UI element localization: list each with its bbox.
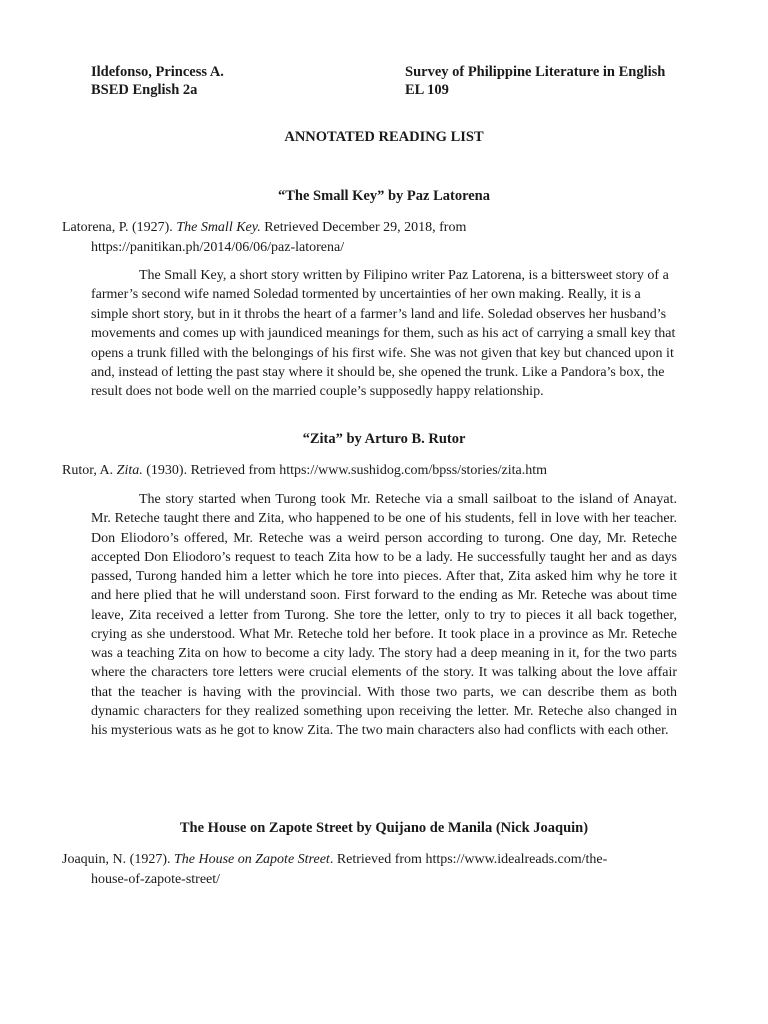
entry-citation	[62, 218, 702, 257]
author-name: Ildefonso, Princess A.	[91, 64, 224, 80]
citation-work-title: Zita.	[116, 463, 143, 478]
citation-suffix: Retrieved December 29, 2018, from	[260, 220, 467, 235]
document-title: ANNOTATED READING LIST	[284, 129, 484, 145]
citation-continued: house-of-zapote-street/	[91, 871, 221, 887]
course-code: EL 109	[405, 82, 449, 98]
citation-work-title: The House on Zapote Street	[174, 852, 330, 867]
citation-suffix: . Retrieved from https://www.idealreads.com/the-	[329, 852, 608, 867]
citation-prefix: Rutor, A.	[62, 463, 117, 478]
citation-work-title: The Small Key.	[176, 220, 261, 235]
entry-heading: The House on Zapote Street by Quijano de Manila (Nick Joaquin)	[179, 820, 589, 836]
citation-prefix: Latorena, P. (1927).	[62, 220, 177, 235]
entry-citation	[62, 461, 702, 481]
entry-heading: “The Small Key” by Paz Latorena	[278, 188, 490, 204]
entry-annotation: The Small Key, a short story written by Filipino writer Paz Latorena, is a bittersweet story of a farmer’s second wife named Soledad tormented by uncertainties of her own making. Really, it is a simple short story, but in it throbs the heart of a farmer’s land and life. Soledad observes her husband’s movements and comes up with jaundiced meanings for them, such as his act of carrying a small key that opens a trunk filled with the belongings of his first wife. She was not given that key but chanced upon it and, instead of letting the past stay where it should be, she opened the trunk. Like a Pandora’s box, the result does not bode well on the married couple’s supposedly happy relationship.	[91, 268, 676, 400]
course-section: BSED English 2a	[91, 82, 198, 98]
entry-citation	[62, 850, 702, 889]
entry-annotation: The story started when Turong took Mr. Reteche via a small sailboat to the island of Anayat. Mr. Reteche taught there and Zita, who happened to be one of his students, fell in love with her teacher. Don Eliodoro’s offered, Mr. Reteche was a weird person according to turong. One day, Mr. Reteche accepted Don Eliodoro’s request to teach Zita how to be a lady. He successfully taught her and as days passed, Turong handed him a letter which he tore into pieces. After that, Zita asked him why he tore it and here plied that he will understand soon. First forward to the ending as Mr. Reteche was about time leave, Zita received a letter from Turong. She tore the letter, only to try to pieces it all back together, crying as she understood. What Mr. Reteche told her before. It took place in a province as Mr. Reteche was a teaching Zita on how to become a city lady. The story had a deep meaning in it, for the two parts where the characters tore letters were crucial elements of the story. It was talking about the love affair that the teacher is having with the provincial. With those two parts, we can describe them as both dynamic characters for they realized something upon receiving the letter. Mr. Reteche also changed in his mysterious wats as he got to know Zita. The two main characters also had conflicts with each other.	[91, 492, 677, 738]
citation-suffix: (1930). Retrieved from https://www.sushidog.com/bpss/stories/zita.htm	[142, 463, 548, 478]
citation-continued: https://panitikan.ph/2014/06/06/paz-latorena/	[91, 239, 345, 255]
course-title: Survey of Philippine Literature in English	[405, 64, 666, 80]
citation-prefix: Joaquin, N. (1927).	[62, 852, 174, 867]
entry-heading: “Zita” by Arturo B. Rutor	[302, 431, 466, 447]
